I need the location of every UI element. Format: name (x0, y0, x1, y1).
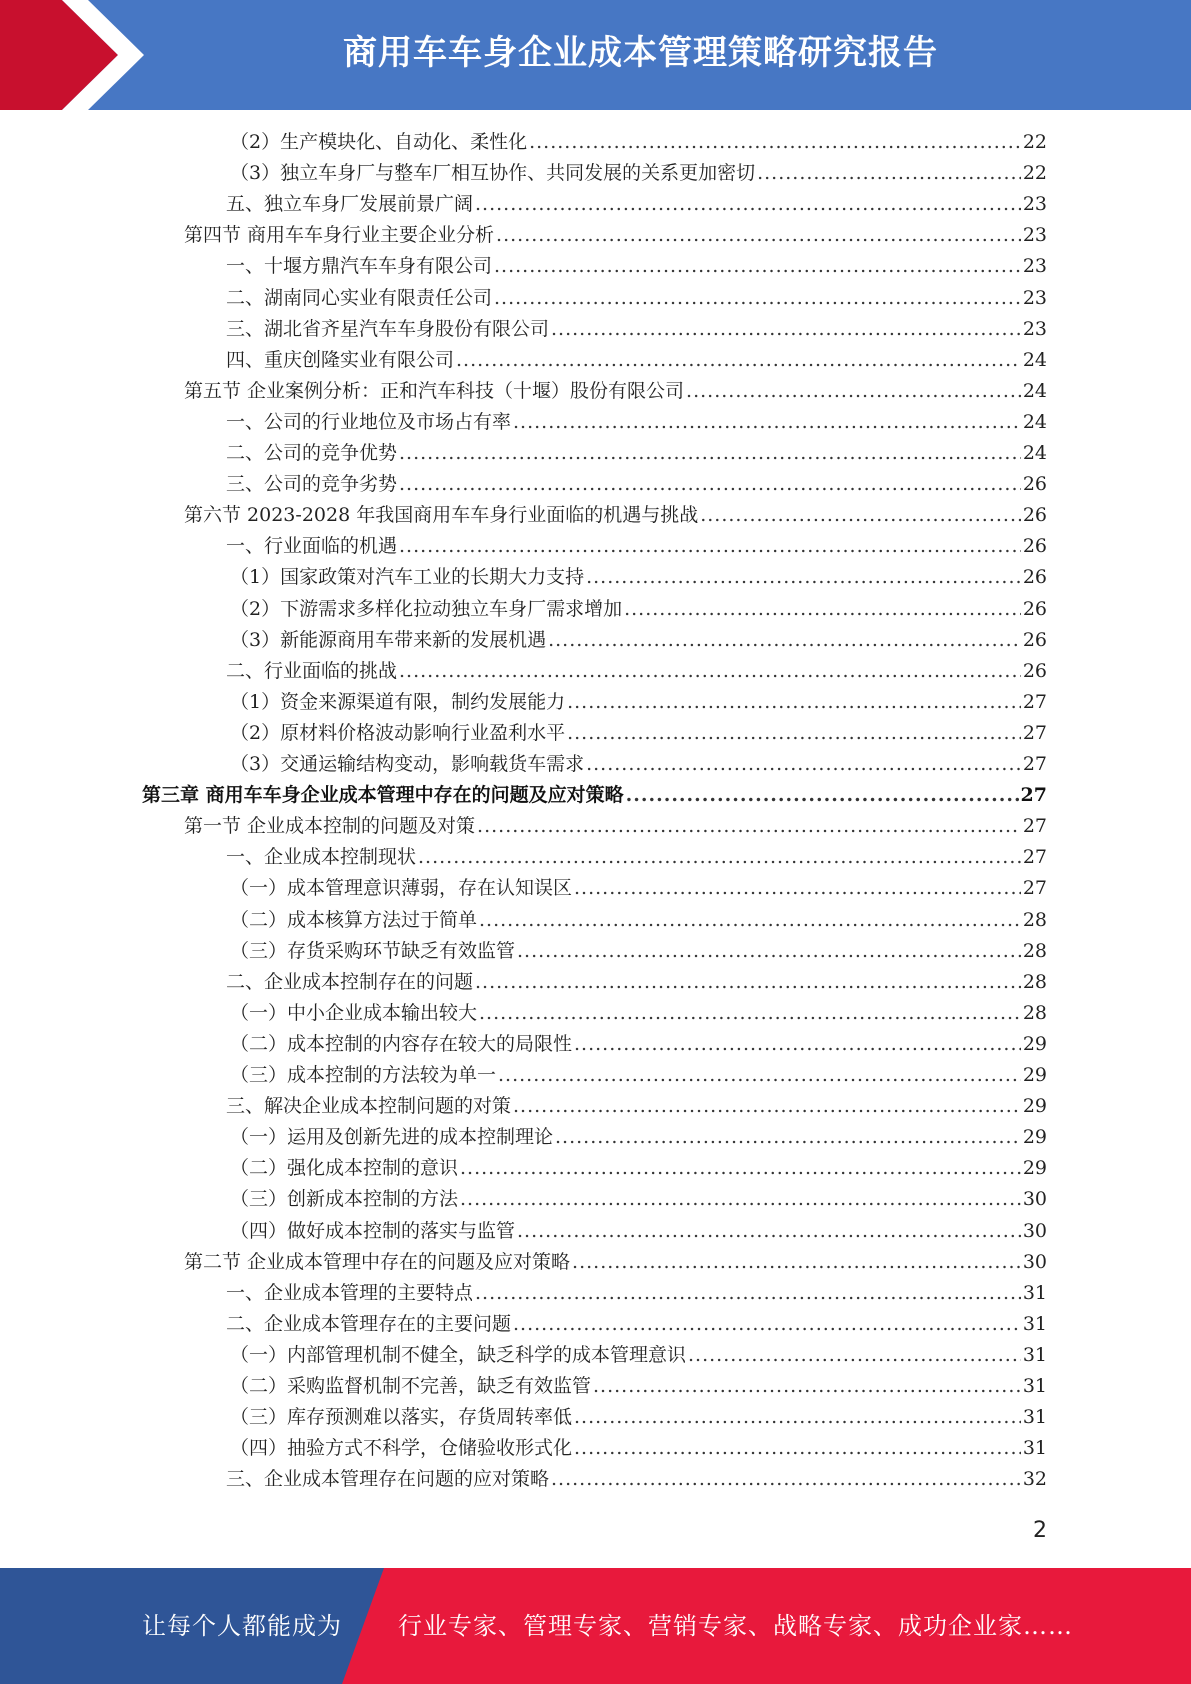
toc-entry-title: 三、企业成本管理存在问题的应对策略 (226, 1468, 550, 1491)
toc-entry-title: （三）存货采购环节缺乏有效监管 (230, 939, 516, 962)
toc-entry[interactable] (230, 749, 1047, 780)
toc-entry-title: （二）采购监督机制不完善，缺乏有效监管 (230, 1375, 592, 1397)
toc-dot-leader (567, 718, 1021, 749)
toc-entry-page: 27 (1022, 815, 1047, 838)
toc-entry-page: 28 (1022, 1001, 1047, 1024)
report-header (0, 0, 1191, 110)
toc-dot-leader (586, 562, 1021, 593)
toc-dot-leader (624, 594, 1021, 625)
toc-dot-leader (399, 438, 1021, 469)
toc-dot-leader (686, 376, 1021, 407)
toc-entry-title: 三、解决企业成本控制问题的对策 (226, 1095, 512, 1118)
toc-entry-title: （三）库存预测难以落实，存货周转率低 (230, 1406, 573, 1429)
toc-entry-page: 27 (1022, 753, 1047, 775)
toc-dot-leader (567, 687, 1021, 718)
toc-dot-leader (586, 749, 1021, 780)
toc-entry[interactable] (184, 376, 1047, 407)
toc-entry[interactable] (230, 905, 1047, 936)
toc-entry-page: 31 (1022, 1375, 1047, 1397)
toc-entry[interactable] (142, 780, 1047, 811)
toc-entry[interactable] (226, 251, 1047, 282)
footer-roles: 行业专家、管理专家、营销专家、战略专家、成功企业家…… (398, 1612, 1073, 1640)
toc-entry-page: 29 (1022, 1032, 1047, 1055)
toc-entry[interactable] (230, 562, 1047, 593)
toc-entry-page: 31 (1022, 1343, 1047, 1366)
toc-entry-title: 第四节 商用车车身行业主要企业分析 (184, 224, 495, 247)
toc-entry[interactable] (226, 345, 1047, 376)
toc-dot-leader (574, 1402, 1021, 1433)
toc-dot-leader (456, 345, 1021, 376)
toc-entry-title: （二）成本控制的内容存在较大的局限性 (230, 1032, 573, 1055)
toc-entry-title: （四）做好成本控制的落实与监管 (230, 1219, 516, 1242)
toc-dot-leader (475, 189, 1021, 220)
toc-entry-page: 24 (1022, 410, 1047, 433)
toc-entry[interactable] (184, 220, 1047, 251)
toc-entry[interactable] (184, 1247, 1047, 1278)
toc-entry[interactable] (226, 189, 1047, 220)
toc-dot-leader (517, 936, 1021, 967)
footer-banner (0, 1568, 1191, 1684)
toc-entry-page: 23 (1022, 193, 1047, 216)
toc-entry[interactable] (226, 1309, 1047, 1340)
toc-dot-leader (399, 531, 1021, 562)
toc-entry[interactable] (230, 1029, 1047, 1060)
toc-entry[interactable] (230, 1433, 1047, 1464)
toc-entry-title: （二）强化成本控制的意识 (230, 1157, 459, 1180)
toc-entry-page: 29 (1022, 1157, 1047, 1180)
toc-entry-page: 23 (1022, 286, 1047, 309)
toc-entry-title: （二）成本核算方法过于简单 (230, 908, 478, 931)
page-number: 2 (1033, 1518, 1047, 1543)
toc-entry-page: 27 (1022, 877, 1047, 900)
toc-dot-leader (572, 1247, 1021, 1278)
toc-entry-page: 23 (1022, 255, 1047, 278)
toc-entry-page: 23 (1022, 224, 1047, 247)
toc-entry-page: 27 (1022, 846, 1047, 869)
toc-entry-title: （2）生产模块化、自动化、柔性化 (230, 131, 528, 153)
toc-entry-title: 三、公司的竞争劣势 (226, 473, 398, 496)
toc-dot-leader (475, 1278, 1021, 1309)
toc-entry-title: （3）新能源商用车带来新的发展机遇 (230, 628, 547, 651)
toc-dot-leader (479, 998, 1021, 1029)
toc-dot-leader (574, 1029, 1021, 1060)
toc-entry[interactable] (230, 687, 1047, 718)
toc-entry[interactable] (230, 594, 1047, 625)
toc-entry-page: 26 (1022, 659, 1047, 682)
toc-entry-page: 26 (1022, 628, 1047, 651)
toc-dot-leader (418, 842, 1021, 873)
toc-entry-title: 第六节 2023-2028 年我国商用车车身行业面临的机遇与挑战 (184, 504, 699, 527)
toc-entry-page: 26 (1022, 504, 1047, 527)
toc-entry[interactable] (230, 1122, 1047, 1153)
toc-entry-page: 26 (1022, 597, 1047, 620)
toc-entry[interactable] (230, 998, 1047, 1029)
toc-entry-title: 一、企业成本控制现状 (226, 846, 417, 869)
toc-entry-title: 第二节 企业成本管理中存在的问题及应对策略 (184, 1250, 571, 1273)
toc-entry-title: （2）下游需求多样化拉动独立车身厂需求增加 (230, 597, 623, 620)
toc-entry[interactable] (226, 531, 1047, 562)
toc-dot-leader (513, 1309, 1021, 1340)
toc-entry-title: 第一节 企业成本控制的问题及对策 (184, 815, 476, 838)
toc-entry[interactable] (230, 936, 1047, 967)
toc-dot-leader (479, 905, 1021, 936)
toc-dot-leader (460, 1184, 1021, 1215)
toc-entry[interactable] (230, 873, 1047, 904)
toc-dot-leader (477, 811, 1021, 842)
toc-entry-title: 二、公司的竞争优势 (226, 442, 398, 464)
toc-entry-title: 第五节 企业案例分析：正和汽车科技（十堰）股份有限公司 (184, 379, 685, 402)
toc-entry-page: 26 (1022, 566, 1047, 589)
toc-entry[interactable] (230, 1340, 1047, 1371)
toc-entry-title: （1）国家政策对汽车工业的长期大力支持 (230, 566, 585, 589)
toc-entry-title: 一、公司的行业地位及市场占有率 (226, 410, 512, 433)
toc-entry-title: （3）独立车身厂与整车厂相互协作、共同发展的关系更加密切 (230, 162, 756, 185)
toc-entry-title: 一、十堰方鼎汽车车身有限公司 (226, 255, 493, 278)
toc-dot-leader (513, 1091, 1021, 1122)
toc-dot-leader (626, 780, 1019, 811)
toc-entry-page: 24 (1022, 442, 1047, 464)
toc-entry-page: 31 (1022, 1281, 1047, 1304)
toc-dot-leader (548, 625, 1021, 656)
toc-entry-title: （一）内部管理机制不健全，缺乏科学的成本管理意识 (230, 1343, 687, 1366)
toc-entry[interactable] (226, 469, 1047, 500)
toc-entry-title: 二、企业成本控制存在的问题 (226, 970, 474, 993)
toc-entry[interactable] (226, 1091, 1047, 1122)
toc-entry-page: 22 (1022, 131, 1047, 153)
toc-entry-page: 29 (1022, 1095, 1047, 1118)
toc-dot-leader (496, 220, 1021, 251)
footer-slogan: 让每个人都能成为 (142, 1612, 342, 1640)
toc-entry[interactable] (230, 1153, 1047, 1184)
toc-entry[interactable] (230, 1060, 1047, 1091)
toc-entry[interactable] (226, 656, 1047, 687)
toc-dot-leader (529, 127, 1021, 158)
toc-dot-leader (513, 407, 1021, 438)
toc-entry[interactable] (230, 127, 1047, 158)
toc-entry-page: 30 (1022, 1188, 1047, 1211)
toc-entry[interactable] (226, 283, 1047, 314)
toc-entry[interactable] (226, 407, 1047, 438)
toc-dot-leader (551, 314, 1021, 345)
toc-entry[interactable] (226, 438, 1047, 469)
toc-entry[interactable] (226, 1278, 1047, 1309)
toc-dot-leader (700, 500, 1021, 531)
toc-entry-title: 第三章 商用车车身企业成本管理中存在的问题及应对策略 (142, 784, 624, 807)
toc-entry-page: 31 (1022, 1312, 1047, 1335)
toc-dot-leader (517, 1216, 1021, 1247)
toc-entry-page: 31 (1022, 1437, 1047, 1460)
toc-entry-page: 31 (1022, 1406, 1047, 1429)
toc-entry-page: 26 (1022, 473, 1047, 496)
toc-entry-page: 24 (1022, 379, 1047, 402)
toc-entry-title: （一）成本管理意识薄弱，存在认知误区 (230, 877, 573, 900)
toc-dot-leader (757, 158, 1021, 189)
toc-entry[interactable] (184, 811, 1047, 842)
toc-entry-page: 23 (1022, 317, 1047, 340)
toc-entry-page: 32 (1022, 1468, 1047, 1491)
toc-entry-title: 二、行业面临的挑战 (226, 659, 398, 682)
toc-entry[interactable] (226, 967, 1047, 998)
toc-dot-leader (555, 1122, 1021, 1153)
toc-entry-title: （3）交通运输结构变动，影响载货车需求 (230, 753, 585, 775)
toc-dot-leader (574, 1433, 1021, 1464)
toc-dot-leader (593, 1371, 1021, 1402)
toc-entry-page: 28 (1022, 970, 1047, 993)
toc-dot-leader (498, 1060, 1021, 1091)
toc-entry[interactable] (230, 718, 1047, 749)
toc-entry-page: 27 (1022, 690, 1047, 713)
report-title: 商用车车身企业成本管理策略研究报告 (343, 33, 938, 73)
toc-entry-title: 二、企业成本管理存在的主要问题 (226, 1312, 512, 1335)
toc-entry-page: 24 (1022, 348, 1047, 371)
toc-dot-leader (574, 873, 1021, 904)
toc-entry-title: （1）资金来源渠道有限，制约发展能力 (230, 690, 566, 713)
toc-entry-title: 二、湖南同心实业有限责任公司 (226, 286, 493, 309)
toc-entry[interactable] (226, 1464, 1047, 1495)
toc-dot-leader (494, 283, 1021, 314)
toc-entry-page: 29 (1022, 1126, 1047, 1149)
toc-entry-title: 三、湖北省齐星汽车车身股份有限公司 (226, 317, 550, 340)
toc-dot-leader (475, 967, 1021, 998)
toc-entry-title: 四、重庆创隆实业有限公司 (226, 348, 455, 371)
toc-entry[interactable] (226, 842, 1047, 873)
toc-entry-title: （四）抽验方式不科学，仓储验收形式化 (230, 1437, 573, 1460)
toc-entry[interactable] (226, 314, 1047, 345)
toc-entry-page: 28 (1022, 939, 1047, 962)
toc-entry-title: （三）创新成本控制的方法 (230, 1188, 459, 1211)
toc-entry-page: 30 (1022, 1219, 1047, 1242)
toc-entry-title: （一）中小企业成本输出较大 (230, 1001, 478, 1024)
toc-entry[interactable] (230, 1371, 1047, 1402)
toc-entry-page: 29 (1022, 1064, 1047, 1086)
toc-entry-title: 一、行业面临的机遇 (226, 535, 398, 558)
toc-dot-leader (460, 1153, 1021, 1184)
toc-dot-leader (551, 1464, 1021, 1495)
toc-entry[interactable] (230, 1184, 1047, 1215)
toc-entry-page: 26 (1022, 535, 1047, 558)
toc-entry-title: （三）成本控制的方法较为单一 (230, 1064, 497, 1086)
toc-dot-leader (399, 656, 1021, 687)
toc-entry-title: 五、独立车身厂发展前景广阔 (226, 193, 474, 216)
toc-entry-page: 27 (1020, 784, 1047, 807)
toc-entry-page: 28 (1022, 908, 1047, 931)
toc-entry-page: 22 (1022, 162, 1047, 185)
toc-entry-title: （一）运用及创新先进的成本控制理论 (230, 1126, 554, 1149)
toc-entry-page: 30 (1022, 1250, 1047, 1273)
toc-entry-title: 一、企业成本管理的主要特点 (226, 1281, 474, 1304)
toc-entry-page: 27 (1022, 721, 1047, 744)
toc-entry[interactable] (184, 500, 1047, 531)
toc-entry[interactable] (230, 625, 1047, 656)
toc-dot-leader (688, 1340, 1021, 1371)
toc-entry[interactable] (230, 1402, 1047, 1433)
toc-entry[interactable] (230, 1216, 1047, 1247)
toc-dot-leader (399, 469, 1021, 500)
toc-dot-leader (494, 251, 1021, 282)
toc-entry-title: （2）原材料价格波动影响行业盈利水平 (230, 721, 566, 744)
toc-entry[interactable] (230, 158, 1047, 189)
